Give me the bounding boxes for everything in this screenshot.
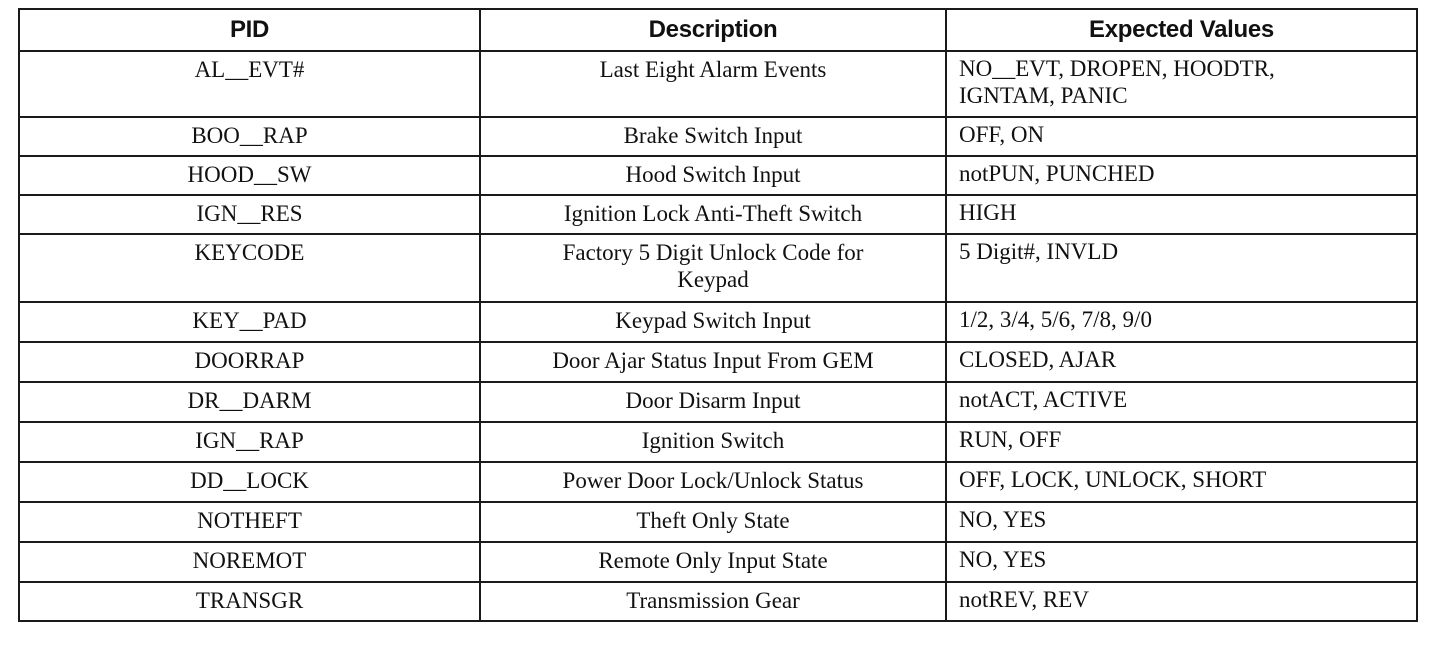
pid-text: NOTHEFT <box>197 508 302 533</box>
expected-values-text: NO__EVT, DROPEN, HOODTR, IGNTAM, PANIC <box>959 56 1275 108</box>
pid-cell <box>19 422 480 462</box>
description-text: Ignition Lock Anti-Theft Switch <box>563 201 863 226</box>
description-cell <box>480 234 946 302</box>
expected-values-cell <box>946 502 1417 542</box>
expected-values-text: OFF, ON <box>959 122 1045 147</box>
table-row <box>19 234 1417 302</box>
header-description: Description <box>480 9 946 51</box>
description-text: Door Ajar Status Input From GEM <box>552 348 874 373</box>
expected-values-cell <box>946 51 1417 117</box>
description-text: Keypad Switch Input <box>615 308 811 333</box>
expected-values-cell <box>946 542 1417 582</box>
pid-text: TRANSGR <box>195 588 304 613</box>
pid-text: DR__DARM <box>187 388 312 413</box>
pid-cell <box>19 302 480 342</box>
description-text: Brake Switch Input <box>623 123 803 148</box>
table-row <box>19 117 1417 156</box>
table-row <box>19 302 1417 342</box>
pid-cell <box>19 156 480 195</box>
pid-text: DOORRAP <box>194 348 305 373</box>
table-row <box>19 382 1417 422</box>
table-row <box>19 422 1417 462</box>
description-text: Hood Switch Input <box>625 162 801 187</box>
pid-cell <box>19 117 480 156</box>
expected-values-cell <box>946 382 1417 422</box>
pid-cell <box>19 342 480 382</box>
pid-text: IGN__RAP <box>195 428 304 453</box>
pid-text: KEY__PAD <box>192 308 307 333</box>
description-text: Transmission Gear <box>626 588 800 613</box>
description-cell <box>480 117 946 156</box>
expected-values-cell <box>946 302 1417 342</box>
expected-values-cell <box>946 422 1417 462</box>
description-cell <box>480 502 946 542</box>
description-text: Factory 5 Digit Unlock Code for Keypad <box>562 240 864 292</box>
description-cell <box>480 582 946 621</box>
expected-values-text: NO, YES <box>959 547 1047 572</box>
expected-values-cell <box>946 342 1417 382</box>
pid-cell <box>19 195 480 234</box>
expected-values-text: OFF, LOCK, UNLOCK, SHORT <box>959 467 1267 492</box>
description-cell <box>480 195 946 234</box>
expected-values-text: notACT, ACTIVE <box>959 387 1128 412</box>
expected-values-text: HIGH <box>959 200 1017 225</box>
table-row <box>19 342 1417 382</box>
expected-values-text: NO, YES <box>959 507 1047 532</box>
pid-cell <box>19 234 480 302</box>
table-body <box>19 51 1417 621</box>
description-text: Power Door Lock/Unlock Status <box>562 468 864 493</box>
table-row <box>19 51 1417 117</box>
table-row <box>19 195 1417 234</box>
pid-cell <box>19 382 480 422</box>
header-expected-values: Expected Values <box>946 9 1417 51</box>
expected-values-text: notPUN, PUNCHED <box>959 161 1155 186</box>
expected-values-text: 5 Digit#, INVLD <box>959 239 1119 264</box>
description-text: Remote Only Input State <box>598 548 828 573</box>
pid-cell <box>19 51 480 117</box>
description-text: Last Eight Alarm Events <box>599 57 827 82</box>
description-cell <box>480 542 946 582</box>
expected-values-cell <box>946 582 1417 621</box>
table-row <box>19 156 1417 195</box>
pid-cell <box>19 542 480 582</box>
table-row <box>19 542 1417 582</box>
expected-values-cell <box>946 462 1417 502</box>
expected-values-cell <box>946 156 1417 195</box>
pid-text: BOO__RAP <box>191 123 308 148</box>
description-text: Ignition Switch <box>641 428 785 453</box>
table-row <box>19 502 1417 542</box>
expected-values-text: RUN, OFF <box>959 427 1062 452</box>
expected-values-text: notREV, REV <box>959 587 1089 612</box>
expected-values-cell <box>946 195 1417 234</box>
expected-values-cell <box>946 117 1417 156</box>
expected-values-text: 1/2, 3/4, 5/6, 7/8, 9/0 <box>959 307 1152 332</box>
description-cell <box>480 51 946 117</box>
description-cell <box>480 422 946 462</box>
pid-text: DD__LOCK <box>190 468 309 493</box>
pid-cell <box>19 582 480 621</box>
pid-text: HOOD__SW <box>187 162 312 187</box>
description-cell <box>480 302 946 342</box>
pid-cell <box>19 462 480 502</box>
pid-cell <box>19 502 480 542</box>
expected-values-cell <box>946 234 1417 302</box>
table-header <box>19 9 1417 51</box>
pid-text: IGN__RES <box>196 201 303 226</box>
description-text: Theft Only State <box>636 508 790 533</box>
description-text: Door Disarm Input <box>625 388 801 413</box>
description-cell <box>480 342 946 382</box>
table-row <box>19 462 1417 502</box>
header-row <box>19 9 1417 51</box>
pid-text: KEYCODE <box>194 240 305 265</box>
header-pid: PID <box>19 9 480 51</box>
table-row <box>19 582 1417 621</box>
description-cell <box>480 382 946 422</box>
pid-table <box>18 8 1418 622</box>
pid-text: AL__EVT# <box>194 57 305 82</box>
description-cell <box>480 462 946 502</box>
expected-values-text: CLOSED, AJAR <box>959 347 1117 372</box>
description-cell <box>480 156 946 195</box>
pid-text: NOREMOT <box>192 548 307 573</box>
